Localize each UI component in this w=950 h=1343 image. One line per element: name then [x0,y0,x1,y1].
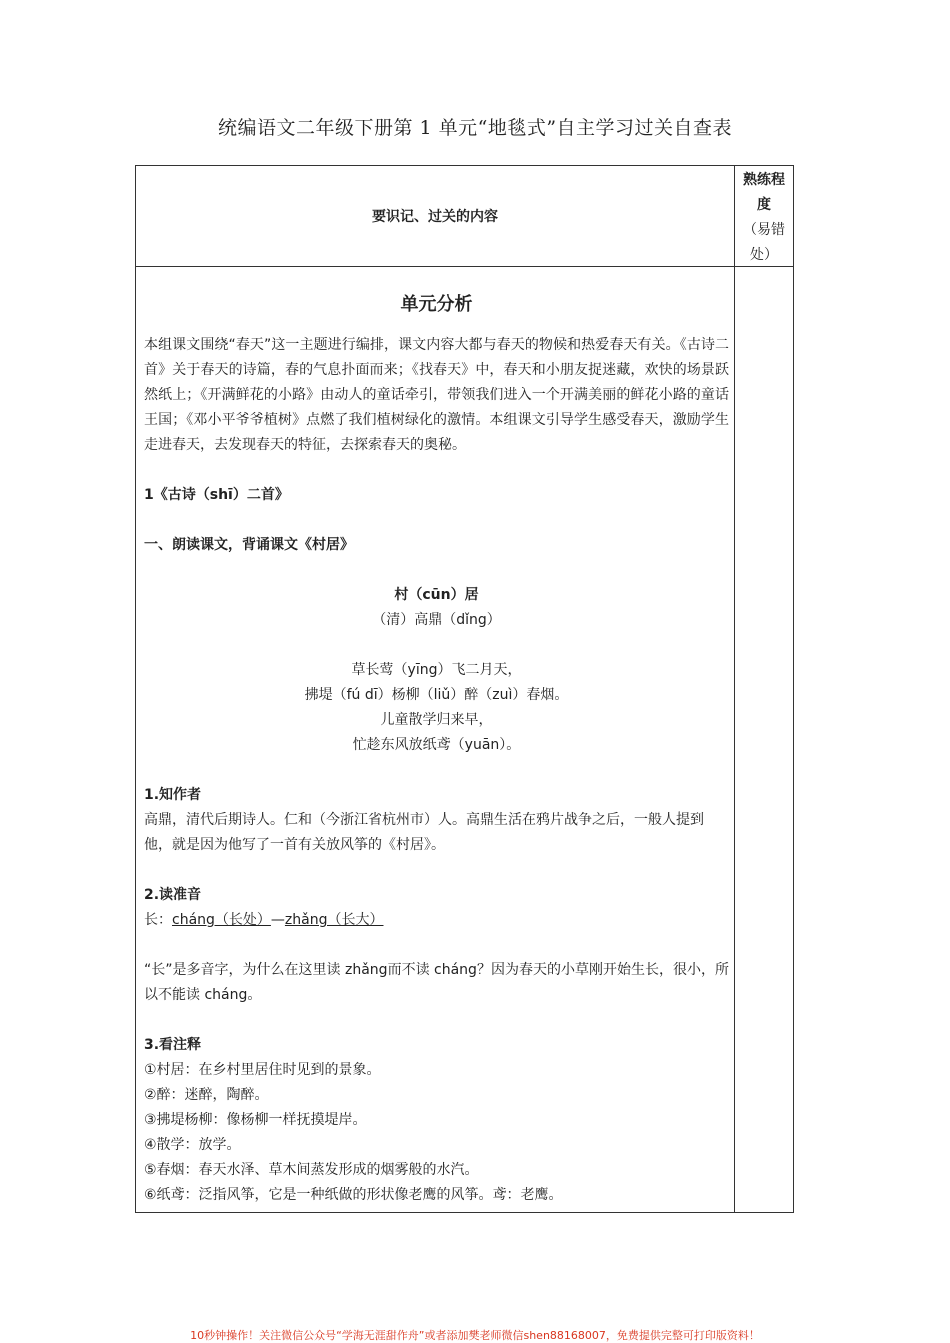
header-content-label [136,166,734,266]
poem-author: （清）高鼎（dǐng） [372,612,501,628]
poem-spacer [144,633,729,658]
author-heading: 1.知作者 [144,787,202,803]
author-text: 高鼎，清代后期诗人。仁和（今浙江省杭州市）人。高鼎生活在鸦片战争之后，一般人提到他，就是因为他写了一首有关放风筝的《村居》。 [144,812,704,853]
header-proficiency-label [735,168,793,268]
document-title: 统编语文二年级下册第 1 单元“地毯式”自主学习过关自查表 [217,117,733,139]
note-item: ③拂堤杨柳：像杨柳一样抚摸堤岸。 [144,1112,367,1128]
pronunciation-explanation: “长”是多音字，为什么在这里读 zhǎng而不读 cháng？因为春天的小草刚开始生长，很小，所以不能读 cháng。 [144,962,729,1003]
lesson-title: 1《古诗（shī）二首》 [144,487,289,503]
header-proficiency-line: 熟练程 [743,172,785,188]
content-cell [144,266,729,1208]
note-item: ①村居：在乡村里居住时见到的景象。 [144,1062,381,1078]
poem-line: 忙趁东风放纸鸢（yuān）。 [352,737,521,753]
unit-analysis-paragraph: 本组课文围绕“春天”这一主题进行编排，课文内容大都与春天的物候和热爱春天有关。《古诗二首》关于春天的诗篇，春的气息扑面而来；《找春天》中，春天和小朋友捉迷藏，欢快的场景跃然纸上；《开满鲜花的小路》由动人的童话牵引，带领我们进入一个开满美丽的鲜花小路的童话王国；《邓小平爷爷植树》点燃了我们植树绿化的激情。本组课文引导学生感受春天，激励学生走进春天，去发现春天的特征，去探索春天的奥秘。 [144,337,729,453]
note-item: ⑤春烟：春天水泽、草木间蒸发形成的烟雾般的水汽。 [144,1162,479,1178]
column-divider [734,166,735,1212]
reading-zhang: zhǎng（长大） [284,912,384,928]
unit-analysis-heading: 单元分析 [400,294,473,315]
pronunciation-prefix: 长： [144,912,172,928]
notes-heading: 3.看注释 [144,1037,202,1053]
header-content-text: 要识记、过关的内容 [372,209,498,225]
reading-chang: cháng（长处） [172,912,271,928]
header-proficiency-line: （易错 [743,222,785,238]
header-proficiency-line: 处） [750,247,778,263]
header-proficiency-line: 度 [757,197,771,213]
self-check-table [135,165,794,1213]
poem-title: 村（cūn）居 [394,587,479,603]
section-read-recite: 一、朗读课文，背诵课文《村居》 [144,537,354,553]
poem-block [144,583,729,758]
poem-line: 拂堤（fú dī）杨柳（liǔ）醉（zuì）春烟。 [304,687,569,703]
pronunciation-readings [144,908,729,933]
promo-footer: 10秒钟操作！关注微信公众号“学海无涯甜作舟”或者添加樊老师微信shen88168007，免费提供完整可打印版资料！ [190,1329,760,1342]
poem-line: 草长莺（yīng）飞二月天， [351,662,522,678]
pronunciation-heading: 2.读准音 [144,887,202,903]
note-item: ④散学：放学。 [144,1137,241,1153]
note-item: ②醉：迷醉，陶醉。 [144,1087,269,1103]
note-item: ⑥纸鸢：泛指风筝，它是一种纸做的形状像老鹰的风筝。鸢：老鹰。 [144,1187,563,1203]
reading-dash: — [270,912,285,928]
poem-line: 儿童散学归来早， [380,712,493,728]
